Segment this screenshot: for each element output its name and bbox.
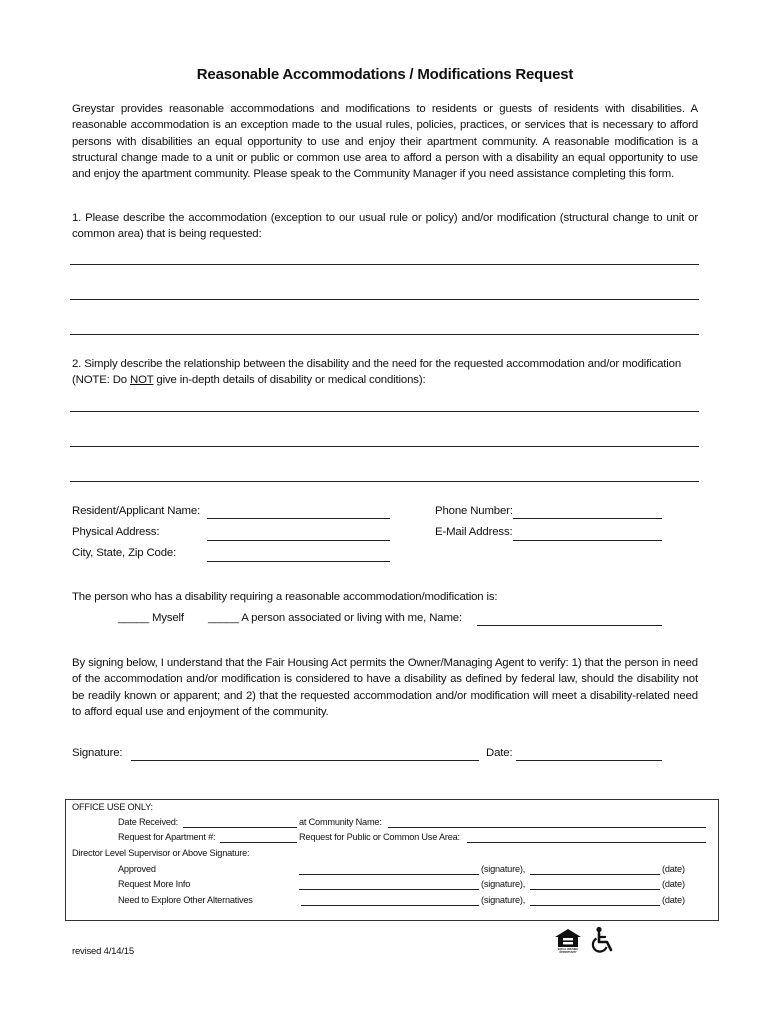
option-myself[interactable]: _____ Myself bbox=[118, 612, 184, 624]
wheelchair-icon bbox=[590, 926, 618, 954]
more-info-date-field[interactable] bbox=[530, 889, 660, 890]
q2-line-1: 2. Simply describe the relationship between the disability and the need for the requested accommodation and/or modification bbox=[72, 358, 682, 370]
person-disability-label: The person who has a disability requiring a reasonable accommodation/modification is: bbox=[72, 591, 498, 603]
equal-housing-icon bbox=[553, 928, 583, 954]
q2-note-post: give in-depth details of disability or medical conditions): bbox=[153, 374, 426, 387]
signature-label: Signature: bbox=[72, 747, 123, 759]
request-apartment-field[interactable] bbox=[220, 842, 297, 843]
intro-paragraph: Greystar provides reasonable accommodations and modifications to residents or guests of residents with disabilities. A reasonable accommodation is an exception made to the usual rules, policies, practices, or services that is necessary to afford persons with disabilities an equal opportunity to use and enjoy their apartment community. A reasonable modification is a structural change made to a unit or public or common use area to afford a person with a disability an equal opportunity to use and enjoy the apartment community. Please speak to the Community Manager if you need assistance completing this form. bbox=[72, 103, 698, 181]
q1-answer-line-2[interactable] bbox=[70, 299, 699, 300]
resident-name-label: Resident/Applicant Name: bbox=[72, 505, 201, 517]
alternatives-date-caption: (date) bbox=[662, 895, 685, 905]
alternatives-date-field[interactable] bbox=[530, 905, 660, 906]
associated-person-name-field[interactable] bbox=[477, 625, 662, 626]
approved-signature-field[interactable] bbox=[299, 874, 479, 875]
date-label: Date: bbox=[486, 747, 513, 759]
more-info-signature-field[interactable] bbox=[299, 889, 479, 890]
phone-number-field[interactable] bbox=[513, 518, 662, 519]
consent-paragraph: By signing below, I understand that the Fair Housing Act permits the Owner/Managing Agent to verify: 1) that the person in need of the accommodation and/or modification is considered to have a disability as defined by federal law, should the disability not be readily known or apparent; and 2) that the requested accommodation and/or modification will meet a disability-related need to afford equal use and enjoyment of the community. bbox=[72, 657, 698, 718]
option-associated-person[interactable]: _____ A person associated or living with me, Name: bbox=[208, 612, 462, 624]
q2-answer-line-2[interactable] bbox=[70, 446, 699, 447]
q2-note-pre: (NOTE: Do bbox=[72, 374, 130, 387]
signature-field[interactable] bbox=[131, 760, 479, 761]
more-info-signature-caption: (signature), bbox=[481, 879, 526, 889]
revised-date: revised 4/14/15 bbox=[72, 946, 134, 957]
q1-answer-line-1[interactable] bbox=[70, 264, 699, 265]
community-name-label: at Community Name: bbox=[299, 817, 382, 827]
phone-number-label: Phone Number: bbox=[435, 505, 513, 517]
resident-name-field[interactable] bbox=[207, 518, 390, 519]
city-state-zip-field[interactable] bbox=[207, 561, 390, 562]
q1-answer-line-3[interactable] bbox=[70, 334, 699, 335]
date-field[interactable] bbox=[516, 760, 662, 761]
approved-date-caption: (date) bbox=[662, 864, 685, 874]
alternatives-signature-field[interactable] bbox=[301, 905, 479, 906]
page-title: Reasonable Accommodations / Modifications Request bbox=[196, 66, 574, 83]
more-info-date-caption: (date) bbox=[662, 879, 685, 889]
office-use-heading: OFFICE USE ONLY: bbox=[72, 802, 153, 812]
alternatives-label: Need to Explore Other Alternatives bbox=[118, 895, 253, 905]
email-address-field[interactable] bbox=[513, 540, 662, 541]
date-received-field[interactable] bbox=[183, 827, 297, 828]
approved-signature-caption: (signature), bbox=[481, 864, 526, 874]
question-2-label bbox=[72, 356, 698, 389]
q2-answer-line-3[interactable] bbox=[70, 481, 699, 482]
city-state-zip-label: City, State, Zip Code: bbox=[72, 547, 177, 559]
request-public-field[interactable] bbox=[467, 842, 706, 843]
email-address-label: E-Mail Address: bbox=[435, 526, 513, 538]
community-name-field[interactable] bbox=[388, 827, 706, 828]
equal-housing-text: EQUAL HOUSING OPPORTUNITY bbox=[557, 948, 579, 954]
more-info-label: Request More Info bbox=[118, 879, 191, 889]
date-received-label: Date Received: bbox=[118, 817, 179, 827]
question-1-label: 1. Please describe the accommodation (exception to our usual rule or policy) and/or modification (structural change to unit or common area) that is being requested: bbox=[72, 212, 698, 241]
approved-label: Approved bbox=[118, 864, 156, 874]
approved-date-field[interactable] bbox=[530, 874, 660, 875]
alternatives-signature-caption: (signature), bbox=[481, 895, 526, 905]
request-apartment-label: Request for Apartment #: bbox=[118, 832, 216, 842]
request-public-label: Request for Public or Common Use Area: bbox=[299, 832, 460, 842]
q2-note-not: NOT bbox=[130, 374, 154, 387]
physical-address-label: Physical Address: bbox=[72, 526, 160, 538]
q2-answer-line-1[interactable] bbox=[70, 411, 699, 412]
director-signature-label: Director Level Supervisor or Above Signature: bbox=[72, 848, 250, 858]
physical-address-field[interactable] bbox=[207, 540, 390, 541]
